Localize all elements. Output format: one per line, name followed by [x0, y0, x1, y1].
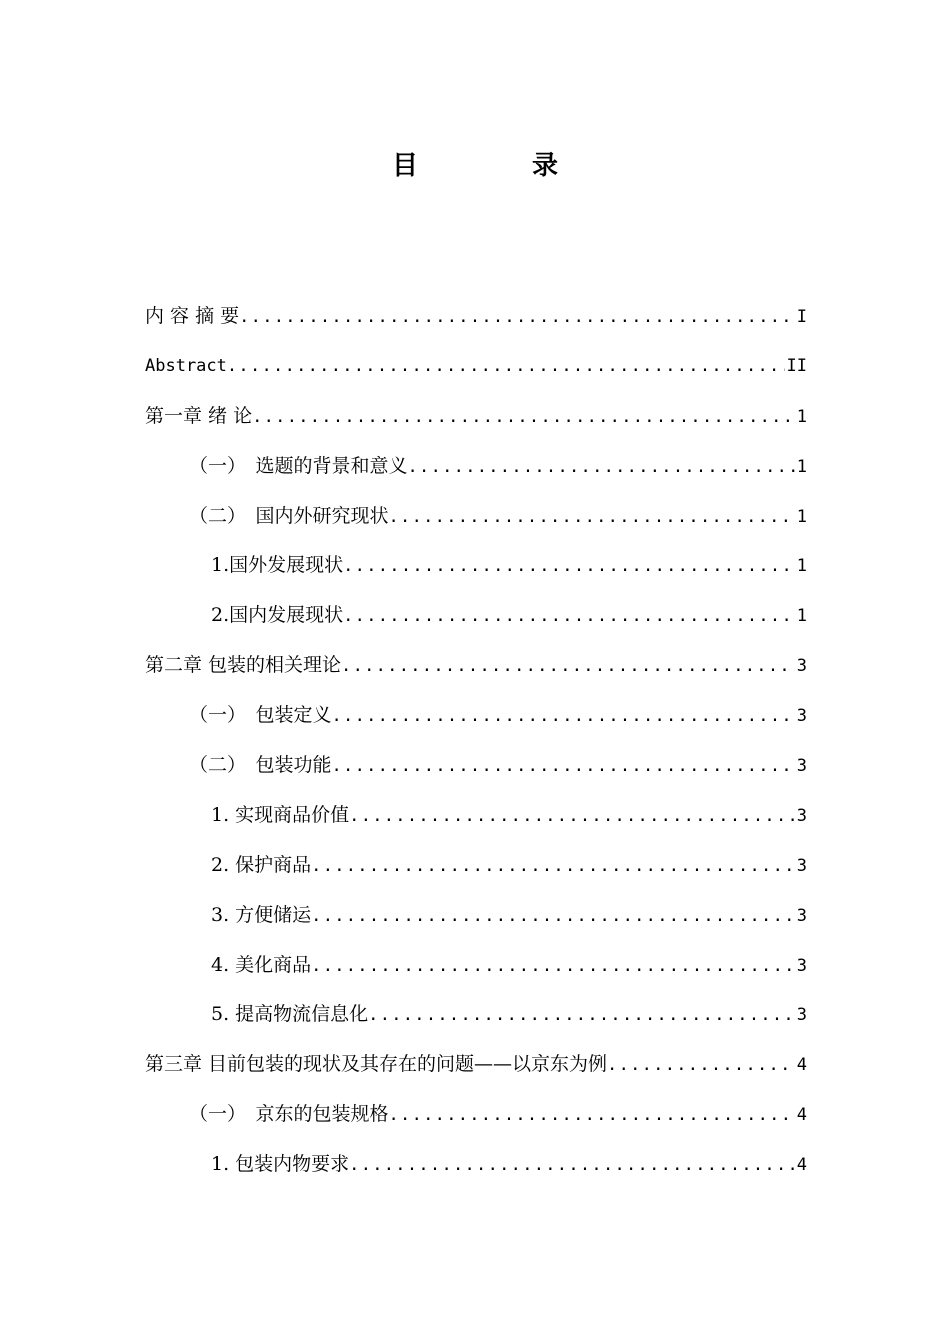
toc-entry-2-2-3[interactable]	[145, 899, 807, 949]
toc-entry-2-2[interactable]	[145, 749, 807, 799]
table-of-contents	[145, 300, 807, 1198]
toc-page-number: 3	[796, 656, 807, 677]
toc-page-number: 3	[796, 756, 807, 777]
toc-page-number: 4	[796, 1155, 807, 1176]
toc-page-number: 3	[796, 955, 807, 976]
toc-leader	[349, 800, 795, 832]
toc-label: 2.国内发展现状	[211, 604, 344, 627]
toc-label: （一） 选题的背景和意义	[189, 454, 408, 477]
toc-entry-3-1[interactable]	[145, 1098, 807, 1148]
toc-leader	[343, 550, 795, 582]
toc-entry-1-1[interactable]	[145, 450, 807, 500]
toc-label: 5. 提高物流信息化	[211, 1003, 369, 1026]
toc-leader	[239, 301, 795, 333]
toc-entry-chapter-1[interactable]	[145, 400, 807, 450]
toc-leader	[341, 650, 795, 682]
toc-leader	[227, 350, 785, 382]
toc-leader	[311, 900, 795, 932]
toc-entry-1-2-1[interactable]	[145, 549, 807, 599]
toc-page-number: 1	[796, 456, 807, 477]
toc-page-number: I	[796, 307, 807, 327]
toc-leader	[311, 950, 795, 982]
toc-entry-2-2-2[interactable]	[145, 849, 807, 899]
toc-label: 第三章 目前包装的现状及其存在的问题——以京东为例	[145, 1053, 608, 1076]
toc-entry-1-2-2[interactable]	[145, 599, 807, 649]
toc-leader	[389, 1099, 795, 1131]
toc-entry-2-2-4[interactable]	[145, 949, 807, 999]
toc-page-number: 3	[796, 1005, 807, 1026]
toc-leader	[252, 401, 795, 433]
toc-page-number: 1	[796, 506, 807, 527]
toc-leader	[332, 750, 795, 782]
toc-entry-3-1-1[interactable]	[145, 1148, 807, 1198]
toc-leader	[332, 700, 795, 732]
toc-label: 第二章 包装的相关理论	[145, 654, 342, 677]
toc-page-number: 4	[796, 1055, 807, 1076]
toc-label: 3. 方便储运	[211, 903, 312, 926]
toc-page-number: 4	[796, 1105, 807, 1126]
toc-entry-abstract-en[interactable]	[145, 350, 807, 400]
toc-leader	[343, 600, 795, 632]
toc-label: 第一章 绪 论	[145, 404, 253, 427]
toc-leader	[311, 850, 795, 882]
toc-leader	[607, 1049, 795, 1081]
toc-leader	[408, 451, 795, 483]
toc-entry-1-2[interactable]	[145, 500, 807, 550]
toc-label: 4. 美化商品	[211, 953, 312, 976]
toc-page-number: II	[786, 355, 807, 376]
toc-page-number: 1	[796, 406, 807, 427]
toc-label: Abstract	[145, 355, 227, 376]
toc-page-number: 1	[796, 556, 807, 577]
toc-label: （一） 京东的包装规格	[189, 1103, 389, 1126]
toc-label: 1.国外发展现状	[211, 554, 344, 577]
toc-page-number: 3	[796, 706, 807, 727]
toc-page-number: 3	[796, 905, 807, 926]
toc-label: （二） 国内外研究现状	[189, 504, 389, 527]
toc-entry-abstract-cn[interactable]	[145, 300, 807, 350]
toc-entry-chapter-3[interactable]	[145, 1048, 807, 1098]
toc-entry-2-2-5[interactable]	[145, 998, 807, 1048]
toc-label: 1. 包装内物要求	[211, 1153, 350, 1176]
toc-page-number: 1	[796, 606, 807, 627]
toc-page-number: 3	[796, 805, 807, 826]
toc-leader	[349, 1149, 795, 1181]
toc-page-number: 3	[796, 855, 807, 876]
toc-entry-2-1[interactable]	[145, 699, 807, 749]
page-title: 目 录	[391, 151, 602, 181]
toc-label: 2. 保护商品	[211, 853, 312, 876]
toc-label: （一） 包装定义	[189, 704, 332, 727]
toc-leader	[389, 501, 795, 533]
toc-entry-chapter-2[interactable]	[145, 649, 807, 699]
toc-label: （二） 包装功能	[189, 754, 332, 777]
toc-label: 内 容 摘 要	[145, 305, 240, 327]
toc-leader	[368, 999, 795, 1031]
toc-label: 1. 实现商品价值	[211, 803, 350, 826]
toc-entry-2-2-1[interactable]	[145, 799, 807, 849]
